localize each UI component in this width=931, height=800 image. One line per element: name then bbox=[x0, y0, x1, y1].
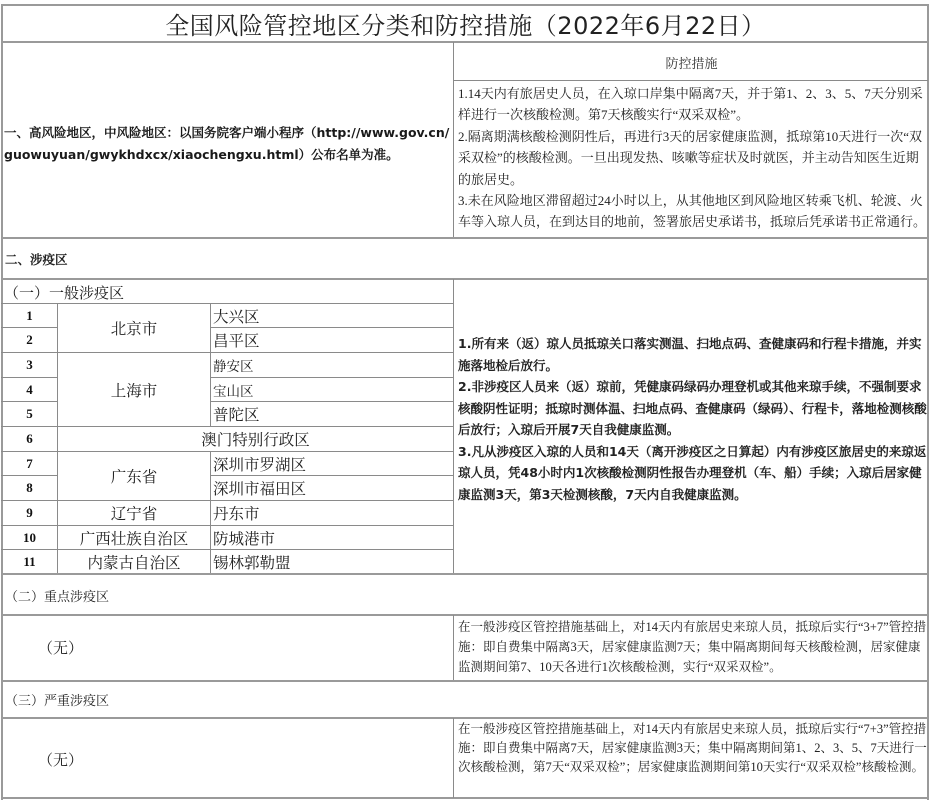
province-cell: 内蒙古自治区 bbox=[87, 553, 181, 572]
row-number: 4 bbox=[26, 381, 33, 397]
section-high-medium-risk: 一、高风险地区，中风险地区：以国务院客户端小程序（http://www.gov.cn/guowuyuan/gwykhdxcx/xiaochengxu.html）公布名单为准。 bbox=[4, 125, 450, 162]
district-cell: 深圳市福田区 bbox=[213, 480, 307, 498]
divider-key-header bbox=[1, 614, 929, 616]
general-area-measures bbox=[455, 333, 927, 505]
severe-area-none: （无） bbox=[38, 751, 84, 769]
measure-item: 1.所有来（返）琼人员抵琼关口落实测温、扫地点码、查健康码和行程卡措施，并实施落地检后放行。 bbox=[458, 336, 922, 373]
divider-col-key bbox=[453, 615, 454, 681]
row-number: 7 bbox=[26, 455, 33, 471]
divider-general-end bbox=[1, 573, 929, 575]
key-area-none: （无） bbox=[38, 639, 84, 657]
key-area-measures: 在一般涉疫区管控措施基础上，对14天内有旅居史来琼人员，抵琼后实行“3+7”管控措施：即自费集中隔离3天，居家健康监测7天；集中隔离期间每天核酸检测，居家健康监测期间第7、10天各进行1次核酸检测，实行“双采双检”。 bbox=[458, 620, 927, 674]
section-two-label: 二、涉疫区 bbox=[5, 252, 68, 267]
row-number: 8 bbox=[26, 480, 33, 495]
row-number: 3 bbox=[26, 357, 33, 372]
severe-area-measures: 在一般涉疫区管控措施基础上，对14天内有旅居史来琼人员，抵琼后实行“7+3”管控措施：即自费集中隔离7天，居家健康监测3天；集中隔离期间第1、2、3、5、7天进行一次核酸检测，第7天“双采双检”；居家健康监测期间第10天实行“双采双检”核酸检测。 bbox=[458, 722, 927, 774]
row-number: 2 bbox=[26, 332, 33, 347]
province-cell: 广西壮族自治区 bbox=[79, 529, 189, 548]
row-number: 6 bbox=[26, 431, 33, 446]
row-number: 5 bbox=[26, 406, 33, 421]
measure-item: 2.隔离期满核酸检测阴性后，再进行3天的居家健康监测，抵琼第10天进行一次“双采双检”的核酸检测。一旦出现发热、咳嗽等症状及时就医，并主动告知医生近期的旅居史。 bbox=[458, 128, 923, 187]
section-one-measures bbox=[455, 83, 927, 233]
province-cell: 北京市 bbox=[110, 320, 158, 338]
divider-col-section-one bbox=[453, 42, 454, 238]
measure-item: 1.14天内有旅居史人员，在入琼口岸集中隔离7天，并于第1、2、3、5、7天分别采样进行一次核酸检测。第7天核酸实行“双采双检”。 bbox=[458, 86, 923, 123]
district-cell: 静安区 bbox=[213, 359, 254, 375]
district-cell: 丹东市 bbox=[213, 505, 260, 523]
province-cell: 辽宁省 bbox=[110, 505, 158, 523]
row-number: 1 bbox=[26, 307, 33, 323]
province-cell: 澳门特别行政区 bbox=[201, 431, 310, 449]
divider-section-one bbox=[1, 237, 929, 239]
district-cell: 锡林郭勒盟 bbox=[213, 553, 291, 572]
measures-column-header: 防控措施 bbox=[665, 56, 718, 72]
divider-measures-header bbox=[453, 80, 928, 81]
page-title: 全国风险管控地区分类和防控措施（2022年6月22日） bbox=[165, 12, 766, 40]
divider-key-end bbox=[1, 680, 929, 682]
row-number: 10 bbox=[23, 529, 36, 545]
key-area-label: （二）重点涉疫区 bbox=[5, 590, 110, 605]
border-bottom bbox=[1, 797, 929, 799]
province-cell: 上海市 bbox=[110, 381, 158, 400]
measure-item: 3.凡从涉疫区入琼的人员和14天（离开涉疫区之日算起）内有涉疫区旅居史的来琼返琼人员，凭48小时内1次核酸检测阴性报告办理登机（车、船）手续；入琼后居家健康监测3天，第3天检测核酸，7天内自我健康监测。 bbox=[458, 443, 927, 502]
district-cell: 大兴区 bbox=[213, 307, 260, 326]
row-number: 11 bbox=[23, 553, 36, 569]
severe-area-label: （三）严重涉疫区 bbox=[5, 694, 110, 709]
divider-severe-header bbox=[1, 717, 929, 719]
district-cell: 防城港市 bbox=[213, 529, 276, 548]
divider-col-severe bbox=[453, 718, 454, 798]
district-cell: 宝山区 bbox=[213, 383, 254, 400]
row-number: 9 bbox=[26, 505, 33, 520]
general-area-label: （一）一般涉疫区 bbox=[4, 284, 125, 302]
district-cell: 普陀区 bbox=[213, 406, 260, 424]
province-cell: 广东省 bbox=[110, 468, 158, 486]
divider-section-two-header bbox=[1, 278, 929, 280]
district-cell: 昌平区 bbox=[213, 332, 260, 350]
district-cell: 深圳市罗湖区 bbox=[213, 455, 307, 474]
measure-item: 2.非涉疫区人员来（返）琼前，凭健康码绿码办理登机或其他来琼手续，不强制要求核酸阴性证明；抵琼时测体温、扫地点码、查健康码（绿码）、行程卡，落地检测核酸后放行；入琼后开展7天自我健康监测。 bbox=[458, 379, 927, 437]
measure-item: 3.未在风险地区滞留超过24小时以上，从其他地区到风险地区转乘飞机、轮渡、火车等入琼人员，在到达目的地前，签署旅居史承诺书，抵琼后凭承诺书正常通行。 bbox=[458, 193, 927, 230]
